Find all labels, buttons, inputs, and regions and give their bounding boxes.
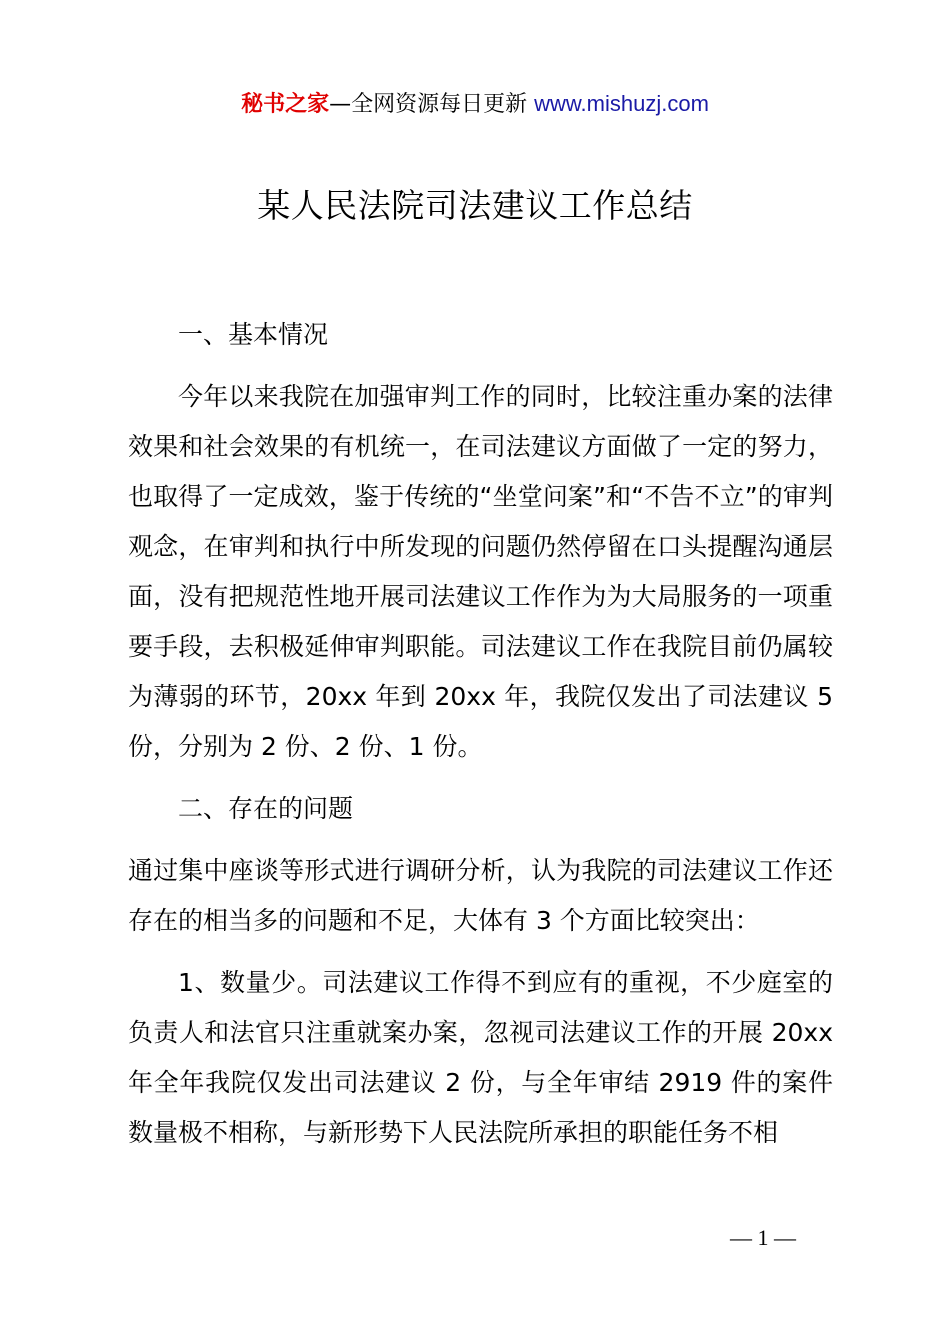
paragraph-problems-intro: 通过集中座谈等形式进行调研分析，认为我院的司法建议工作还存在的相当多的问题和不足，大体有 3 个方面比较突出：: [128, 856, 833, 935]
brand-name: 秘书之家: [241, 92, 330, 117]
paragraph-basic-situation: 今年以来我院在加强审判工作的同时，比较注重办案的法律效果和社会效果的有机统一，在司法建议方面做了一定的努力，也取得了一定成效，鉴于传统的“坐堂问案”和“不告不立”的审判观念，在审判和执行中所发现的问题仍然停留在口头提醒沟通层面，没有把规范性地开展司法建议工作作为为大局服务的一项重要手段，去积极延伸审判职能。司法建议工作在我院目前仍属较为薄弱的环节，20xx 年到 20xx 年，我院仅发出了司法建议 5 份，分别为 2 份、2 份、1 份。: [128, 382, 833, 761]
header-tagline: —全网资源每日更新: [329, 92, 535, 117]
paragraph-problem-1: 1、数量少。司法建议工作得不到应有的重视，不少庭室的负责人和法官只注重就案办案，忽视司法建议工作的开展 20xx 年全年我院仅发出司法建议 2 份，与全年审结 2919 件的案件数量极不相称，与新形势下人民法院所承担的职能任务不相: [128, 968, 833, 1147]
document-title: 某人民法院司法建议工作总结: [257, 186, 693, 225]
section-heading-problems: 二、存在的问题: [178, 794, 354, 823]
header-url[interactable]: www.mishuzj.com: [534, 91, 709, 116]
section-heading-basic: 一、基本情况: [178, 320, 329, 349]
document-body: [128, 310, 833, 1170]
site-header: [0, 88, 950, 121]
page-number: — 1 —: [730, 1225, 796, 1250]
